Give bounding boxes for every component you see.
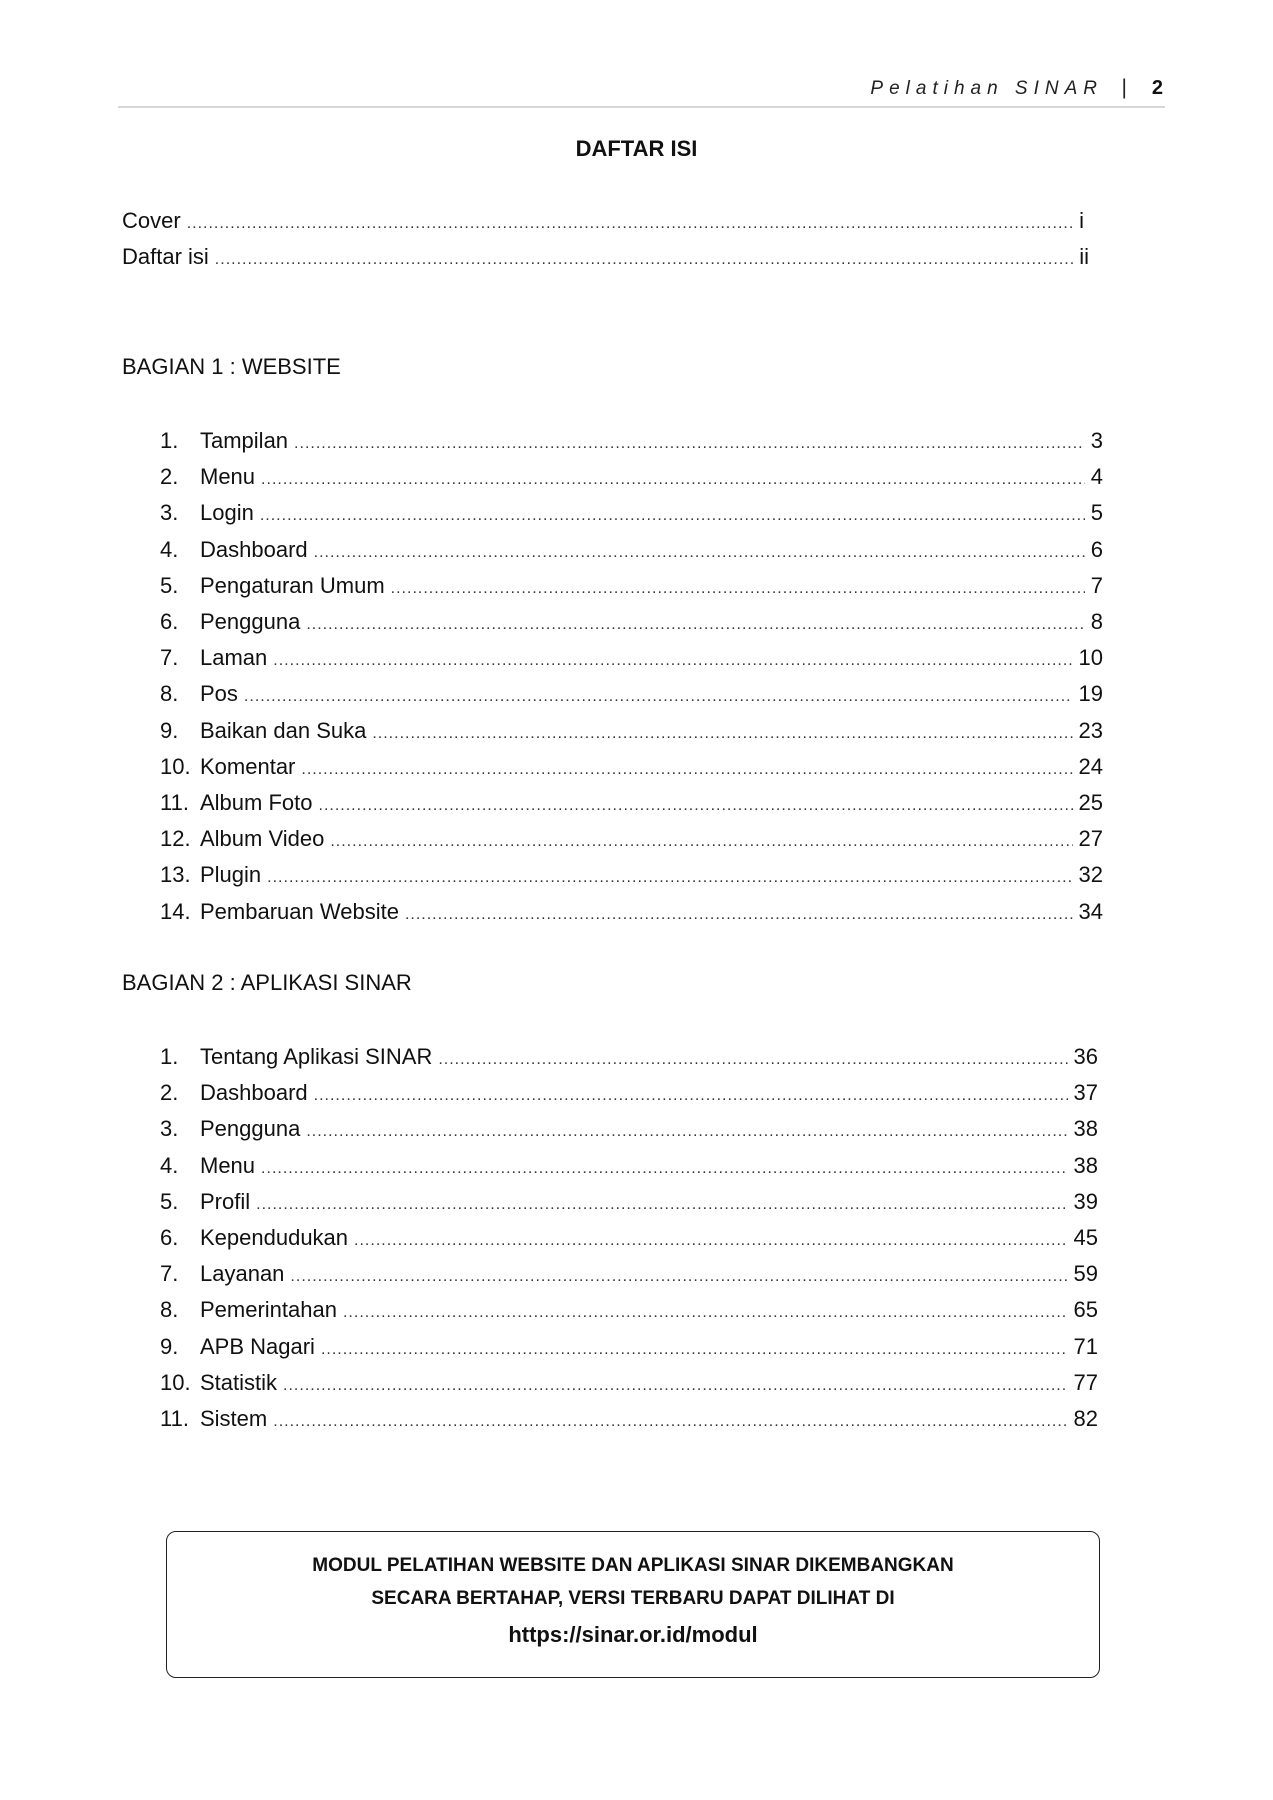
toc-entry[interactable]	[160, 1114, 1098, 1144]
dot-leader	[321, 1335, 1068, 1365]
toc-number: 11.	[160, 1406, 189, 1431]
page-title: DAFTAR ISI	[575, 136, 698, 161]
dot-leader	[405, 900, 1073, 930]
toc-entry[interactable]	[160, 426, 1103, 456]
toc-page: 19	[1078, 681, 1103, 707]
toc-label: Profil	[200, 1188, 251, 1214]
toc-page: 5	[1090, 500, 1103, 526]
header-separator: |	[1121, 76, 1127, 99]
toc-label: Statistik	[200, 1369, 278, 1395]
page-header	[118, 76, 1165, 108]
toc-entry[interactable]	[160, 1259, 1098, 1289]
section-heading-part1: BAGIAN 1 : WEBSITE	[122, 354, 341, 379]
dot-leader	[273, 1407, 1067, 1437]
toc-entry[interactable]	[160, 1332, 1098, 1362]
toc-entry[interactable]	[160, 498, 1103, 528]
toc-entry[interactable]	[160, 462, 1103, 492]
toc-label: Tampilan	[200, 428, 289, 453]
toc-label: Menu	[200, 464, 256, 490]
dot-leader	[215, 245, 1073, 275]
notice-url[interactable]: https://sinar.or.id/modul	[508, 1622, 758, 1647]
toc-entry-daftar-isi[interactable]	[122, 242, 1089, 272]
dot-leader	[306, 610, 1084, 640]
toc-number: 12.	[160, 826, 191, 852]
notice-line-1: MODUL PELATIHAN WEBSITE DAN APLIKASI SINAR DIKEMBANGKAN	[312, 1555, 954, 1576]
toc-label: Sistem	[200, 1406, 268, 1431]
toc-page: 32	[1078, 862, 1103, 888]
toc-label: Kependudukan	[200, 1225, 349, 1250]
dot-leader	[314, 1081, 1068, 1111]
toc-entry[interactable]	[160, 679, 1103, 709]
toc-number: 6.	[160, 1225, 179, 1250]
dot-leader	[273, 646, 1072, 676]
toc-label: APB Nagari	[200, 1333, 315, 1359]
dot-leader	[244, 682, 1073, 712]
toc-number: 10.	[160, 753, 191, 779]
toc-label: Layanan	[200, 1261, 285, 1287]
toc-entry[interactable]	[160, 607, 1103, 637]
toc-number: 2.	[160, 1080, 179, 1106]
toc-page: 27	[1078, 826, 1103, 852]
toc-page: 7	[1090, 572, 1103, 598]
dot-leader	[330, 827, 1072, 857]
toc-page: 37	[1073, 1080, 1098, 1106]
toc-page: 34	[1078, 898, 1103, 924]
toc-entry[interactable]	[160, 1078, 1098, 1108]
toc-number: 4.	[160, 1152, 179, 1178]
dot-leader	[319, 791, 1073, 821]
toc-entry[interactable]	[160, 1368, 1098, 1398]
toc-label: Menu	[200, 1152, 256, 1178]
dot-leader	[391, 574, 1085, 604]
section-heading-part2: BAGIAN 2 : APLIKASI SINAR	[122, 970, 412, 995]
toc-number: 1.	[160, 1044, 179, 1069]
toc-entry[interactable]	[160, 1151, 1098, 1181]
dot-leader	[306, 1117, 1067, 1147]
toc-page: 38	[1073, 1116, 1098, 1142]
toc-label: Pos	[200, 681, 238, 707]
toc-number: 6.	[160, 609, 179, 634]
toc-entry[interactable]	[160, 1223, 1098, 1253]
dot-leader	[261, 465, 1085, 495]
toc-label: Pengguna	[200, 1116, 301, 1142]
dot-leader	[267, 863, 1072, 893]
notice-line-2: SECARA BERTAHAP, VERSI TERBARU DAPAT DILIHAT DI	[371, 1588, 895, 1609]
toc-page: 25	[1078, 790, 1103, 815]
toc-entry[interactable]	[160, 1295, 1098, 1325]
toc-label: Plugin	[200, 862, 262, 888]
toc-entry[interactable]	[160, 1187, 1098, 1217]
toc-label: Daftar isi	[122, 244, 209, 269]
toc-page: 8	[1090, 609, 1103, 634]
toc-page: 23	[1078, 717, 1103, 743]
toc-label: Baikan dan Suka	[200, 717, 367, 743]
dot-leader	[187, 209, 1073, 239]
toc-number: 9.	[160, 1333, 179, 1359]
toc-entry[interactable]	[160, 1404, 1098, 1434]
toc-number: 5.	[160, 1188, 179, 1214]
toc-page: 6	[1090, 536, 1103, 562]
toc-page: 77	[1073, 1369, 1098, 1395]
dot-leader	[301, 755, 1072, 785]
toc-number: 4.	[160, 536, 179, 562]
toc-number: 3.	[160, 500, 179, 526]
toc-number: 14.	[160, 898, 191, 924]
toc-entry[interactable]	[160, 535, 1103, 565]
toc-page: 39	[1073, 1188, 1098, 1214]
toc-label: Tentang Aplikasi SINAR	[200, 1044, 433, 1069]
toc-entry[interactable]	[160, 571, 1103, 601]
toc-number: 8.	[160, 1297, 179, 1323]
toc-number: 13.	[160, 862, 191, 888]
toc-entry-cover[interactable]	[122, 206, 1084, 236]
toc-page: 4	[1090, 464, 1103, 490]
toc-number: 5.	[160, 572, 179, 598]
toc-page: 3	[1090, 428, 1103, 453]
dot-leader	[354, 1226, 1067, 1256]
dot-leader	[283, 1371, 1067, 1401]
dot-leader	[438, 1045, 1067, 1075]
dot-leader	[343, 1298, 1068, 1328]
toc-page: i	[1079, 208, 1084, 233]
toc-page: 45	[1073, 1225, 1098, 1250]
toc-page: 82	[1073, 1406, 1098, 1431]
toc-entry[interactable]	[160, 752, 1103, 782]
toc-number: 8.	[160, 681, 179, 707]
toc-number: 11.	[160, 790, 189, 815]
toc-number: 7.	[160, 645, 179, 671]
toc-page: ii	[1079, 244, 1089, 269]
toc-label: Pengguna	[200, 609, 301, 634]
notice-box	[166, 1531, 1100, 1678]
toc-number: 3.	[160, 1116, 179, 1142]
toc-label: Pengaturan Umum	[200, 572, 385, 598]
toc-number: 1.	[160, 428, 179, 453]
toc-page: 65	[1073, 1297, 1098, 1323]
toc-entry[interactable]	[160, 716, 1103, 746]
toc-label: Laman	[200, 645, 268, 671]
toc-label: Komentar	[200, 753, 296, 779]
toc-page: 71	[1073, 1333, 1098, 1359]
toc-entry[interactable]	[160, 824, 1103, 854]
toc-label: Album Video	[200, 826, 325, 852]
toc-number: 9.	[160, 717, 179, 743]
dot-leader	[260, 501, 1085, 531]
toc-entry[interactable]	[160, 1042, 1098, 1072]
toc-page: 59	[1073, 1261, 1098, 1287]
toc-label: Pembaruan Website	[200, 898, 399, 924]
toc-number: 2.	[160, 464, 179, 490]
toc-label: Pemerintahan	[200, 1297, 337, 1323]
toc-entry[interactable]	[160, 788, 1103, 818]
dot-leader	[261, 1154, 1067, 1184]
toc-number: 7.	[160, 1261, 179, 1287]
toc-label: Dashboard	[200, 1080, 308, 1106]
dot-leader	[290, 1262, 1067, 1292]
toc-page: 24	[1078, 753, 1103, 779]
dot-leader	[294, 429, 1085, 459]
running-title: Pelatihan SINAR	[870, 78, 1103, 99]
toc-entry[interactable]	[160, 897, 1103, 927]
toc-label: Login	[200, 500, 254, 526]
toc-page: 38	[1073, 1152, 1098, 1178]
toc-entry[interactable]	[160, 643, 1103, 673]
toc-entry[interactable]	[160, 860, 1103, 890]
dot-leader	[256, 1190, 1067, 1220]
toc-label: Dashboard	[200, 536, 308, 562]
dot-leader	[372, 719, 1072, 749]
toc-label: Album Foto	[200, 790, 313, 815]
page-number: 2	[1151, 77, 1163, 99]
toc-page: 36	[1073, 1044, 1098, 1069]
dot-leader	[314, 538, 1085, 568]
toc-label: Cover	[122, 208, 181, 233]
toc-number: 10.	[160, 1369, 191, 1395]
toc-page: 10	[1078, 645, 1103, 671]
